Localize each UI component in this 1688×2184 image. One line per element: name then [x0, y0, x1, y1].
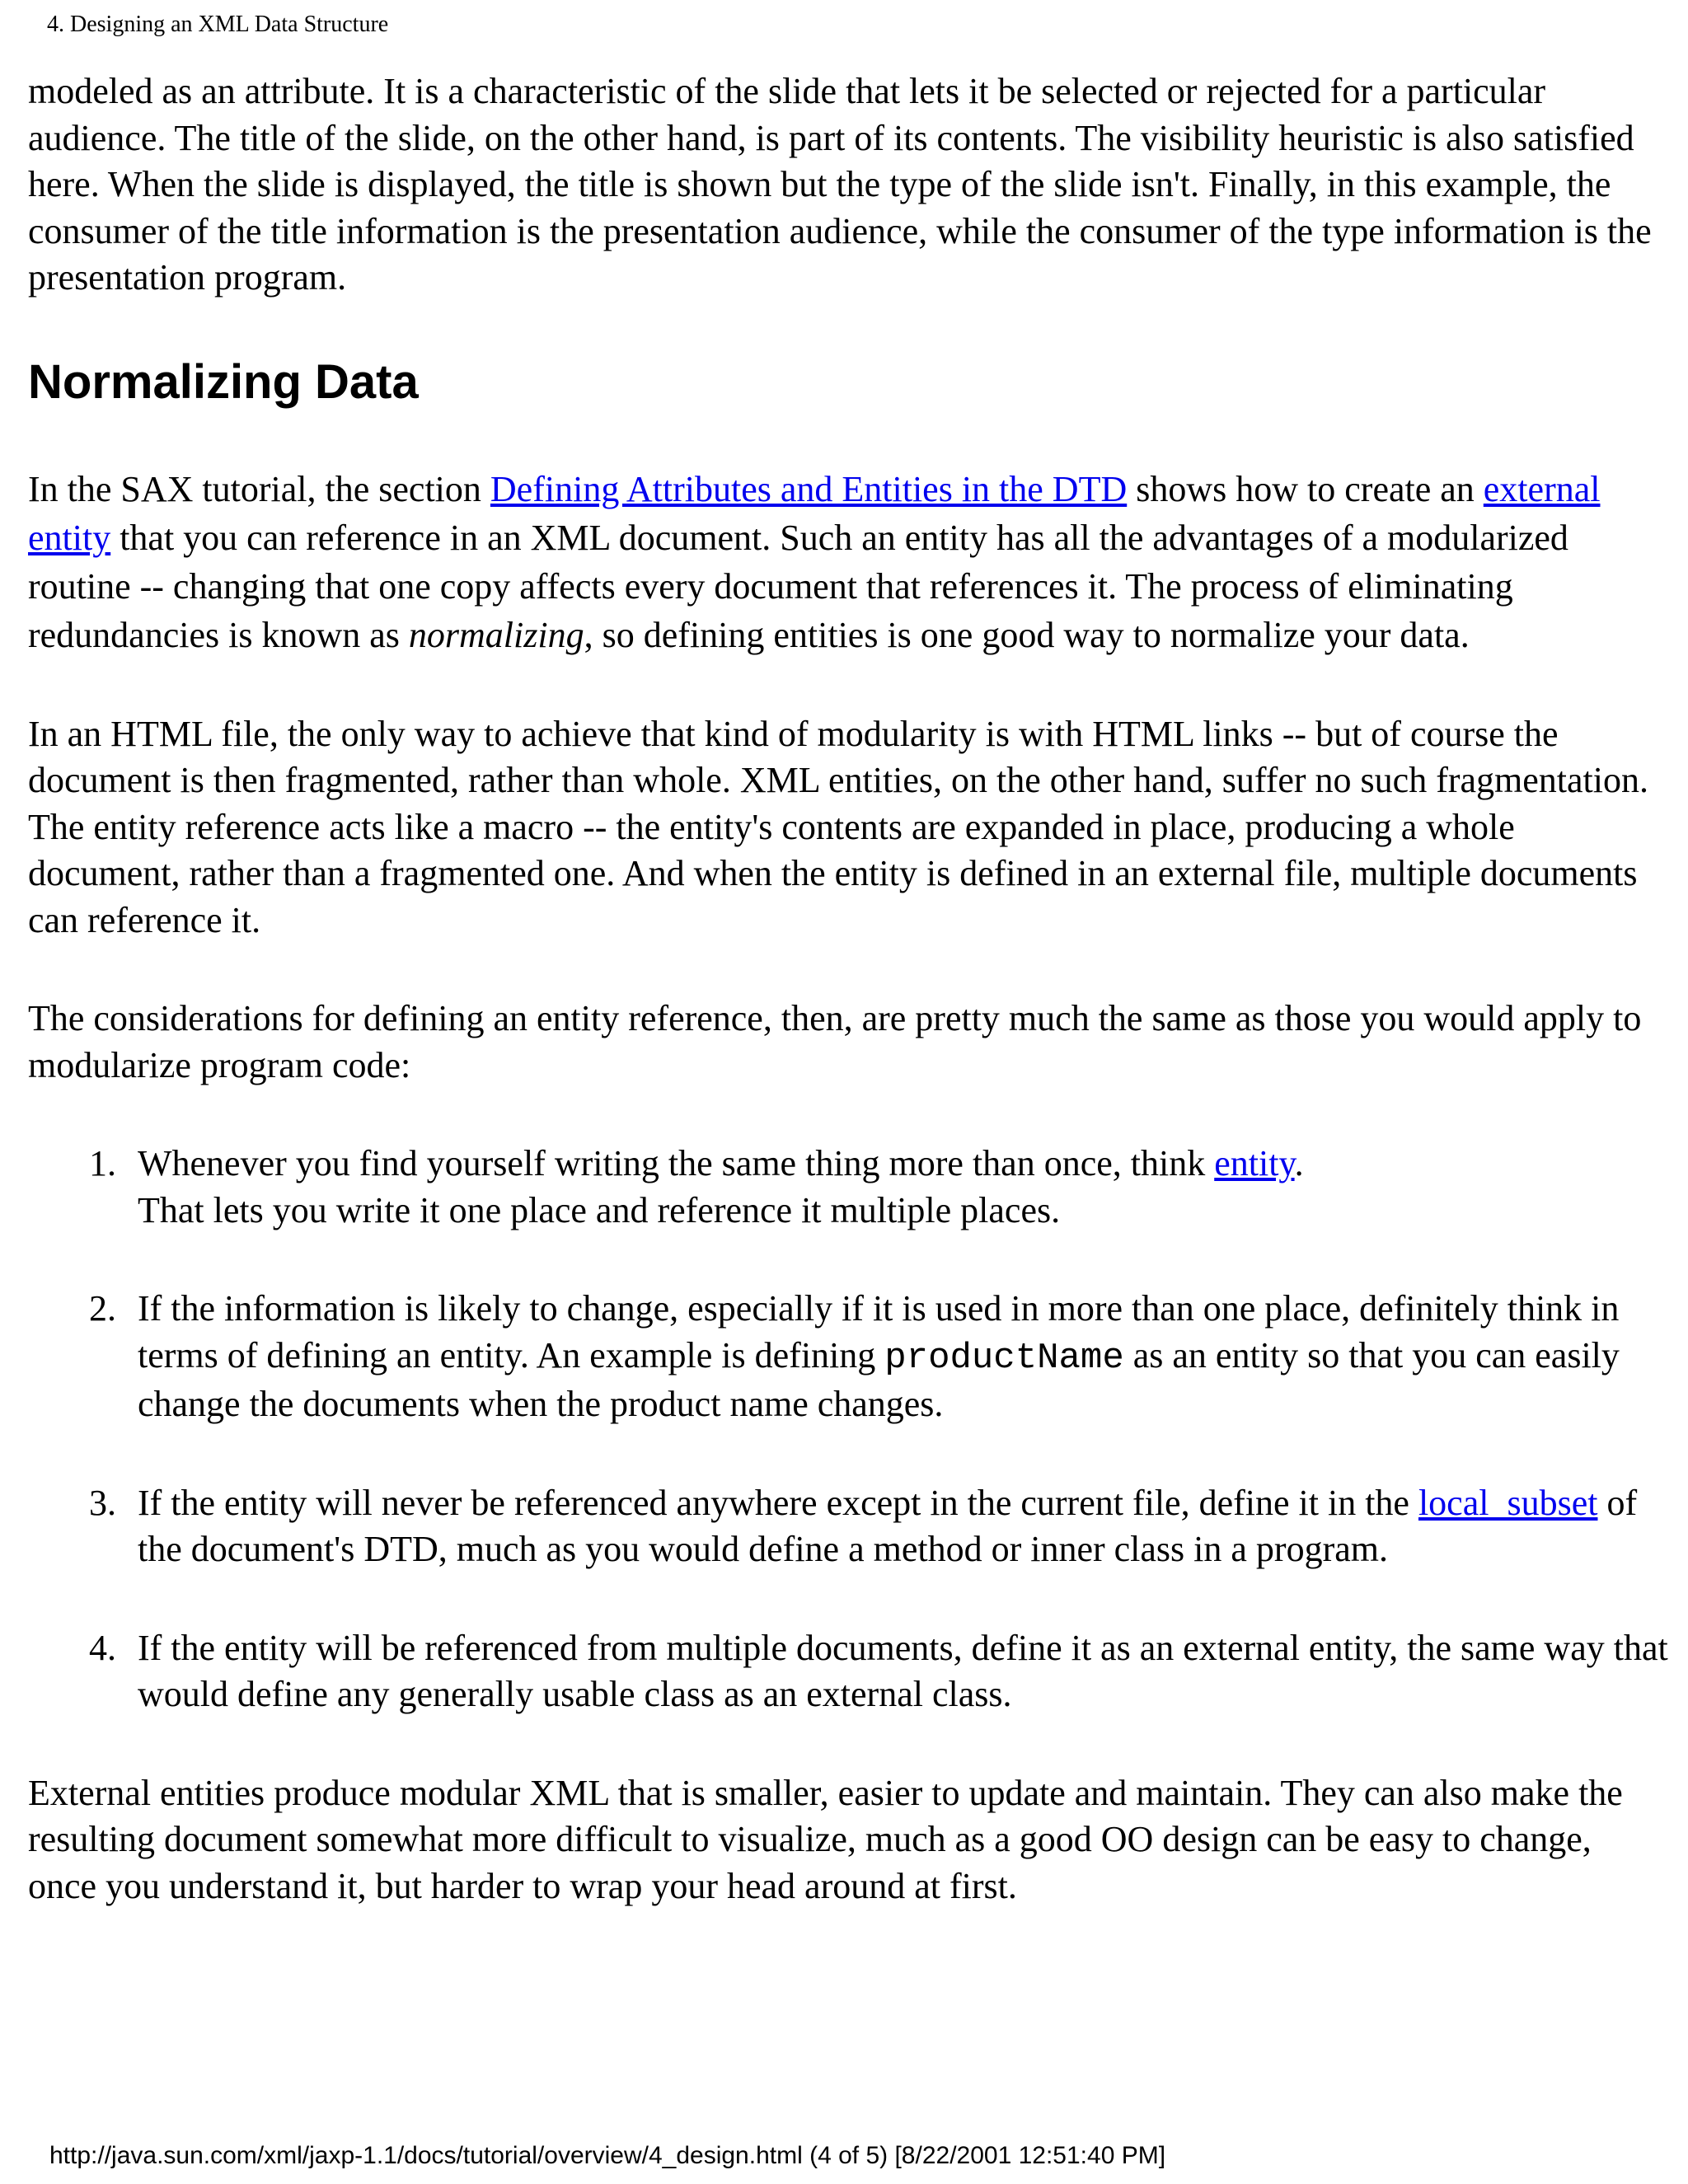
paragraph-external-entities: External entities produce modular XML that is smaller, easier to update and maintain. They can also make the resulting document somewhat more difficult to visualize, much as a good OO design can be easy to change, once you understand it, but harder to wrap your head around at first. — [28, 1772, 1623, 1906]
p1-text-start: In the SAX tutorial, the section — [28, 468, 490, 509]
emphasis-normalizing: normalizing — [408, 614, 584, 655]
list-item — [28, 1480, 1668, 1573]
list-number: 4. — [89, 1627, 116, 1668]
section-heading: Normalizing Data — [28, 354, 419, 409]
list-number: 2. — [89, 1288, 116, 1329]
paragraph-considerations: The considerations for defining an entity reference, then, are pretty much the same as those you would apply to modularize program code: — [28, 998, 1642, 1085]
p1-text-end: , so defining entities is one good way to normalize your data. — [584, 614, 1470, 655]
list-item — [28, 1625, 1668, 1718]
list-item — [28, 1286, 1668, 1428]
link-defining-attributes-entities[interactable]: Defining Attributes and Entities in the DTD — [490, 468, 1128, 509]
item4-text: If the entity will be referenced from multiple documents, define it as an external entity, the same way that would define any generally usable class as an external class. — [138, 1627, 1668, 1714]
link-local-subset[interactable]: local_subset — [1418, 1482, 1598, 1523]
paragraph-html-file: In an HTML file, the only way to achieve that kind of modularity is with HTML links -- but of course the document is then fragmented, rather than whole. XML entities, on the other hand, suffer no such fragmentation. The entity reference acts like a macro -- the entity's contents are expanded in place, producing a whole document, rather than a fragmented one. And when the entity is defined in an external file, multiple documents can reference it. — [28, 713, 1648, 940]
considerations-list — [28, 1141, 1668, 1718]
running-header: 4. Designing an XML Data Structure — [47, 12, 389, 37]
link-external-entity[interactable]: external entity — [28, 468, 1601, 558]
list-item — [28, 1141, 1668, 1234]
item3-text-start: If the entity will never be referenced anywhere except in the current file, define it in the — [138, 1482, 1418, 1523]
page-footer-url: http://java.sun.com/xml/jaxp-1.1/docs/tutorial/overview/4_design.html (4 of 5) [8/22/2001 12:51:40 PM] — [49, 2142, 1166, 2169]
code-productname: productName — [884, 1337, 1124, 1379]
item1-text: Whenever you find yourself writing the same thing more than once, think — [138, 1143, 1215, 1183]
item3-text-end: of the document's DTD, much as you would define a method or inner class in a program. — [138, 1482, 1638, 1569]
p1-text-between: shows how to create an — [1127, 468, 1484, 509]
document-body — [28, 68, 1668, 1910]
p1-text-middle: that you can reference in an XML document. Such an entity has all the advantages of a modularized routine -- changing that one copy affects every document that references it. The process of eliminating redundancies is known as — [28, 517, 1568, 655]
list-number: 3. — [89, 1482, 116, 1523]
intro-paragraph: modeled as an attribute. It is a characteristic of the slide that lets it be selected or rejected for a particular audience. The title of the slide, on the other hand, is part of its contents. The visibility heuristic is also satisfied here. When the slide is displayed, the title is shown but the type of the slide isn't. Finally, in this example, the consumer of the title information is the presentation audience, while the consumer of the type information is the presentation program. — [28, 71, 1652, 298]
paragraph-sax-tutorial — [28, 465, 1668, 659]
link-entity[interactable]: entity — [1214, 1143, 1295, 1183]
item2-text-start: If the information is likely to change, especially if it is used in more than one place, definitely think in terms of defining an entity. An example is defining — [138, 1288, 1620, 1376]
item1-period: . — [1294, 1143, 1304, 1183]
list-number: 1. — [89, 1143, 116, 1183]
item2-text-end: as an entity so that you can easily change the documents when the product name changes. — [138, 1334, 1620, 1424]
item1-line2: That lets you write it one place and reference it multiple places. — [138, 1189, 1061, 1230]
